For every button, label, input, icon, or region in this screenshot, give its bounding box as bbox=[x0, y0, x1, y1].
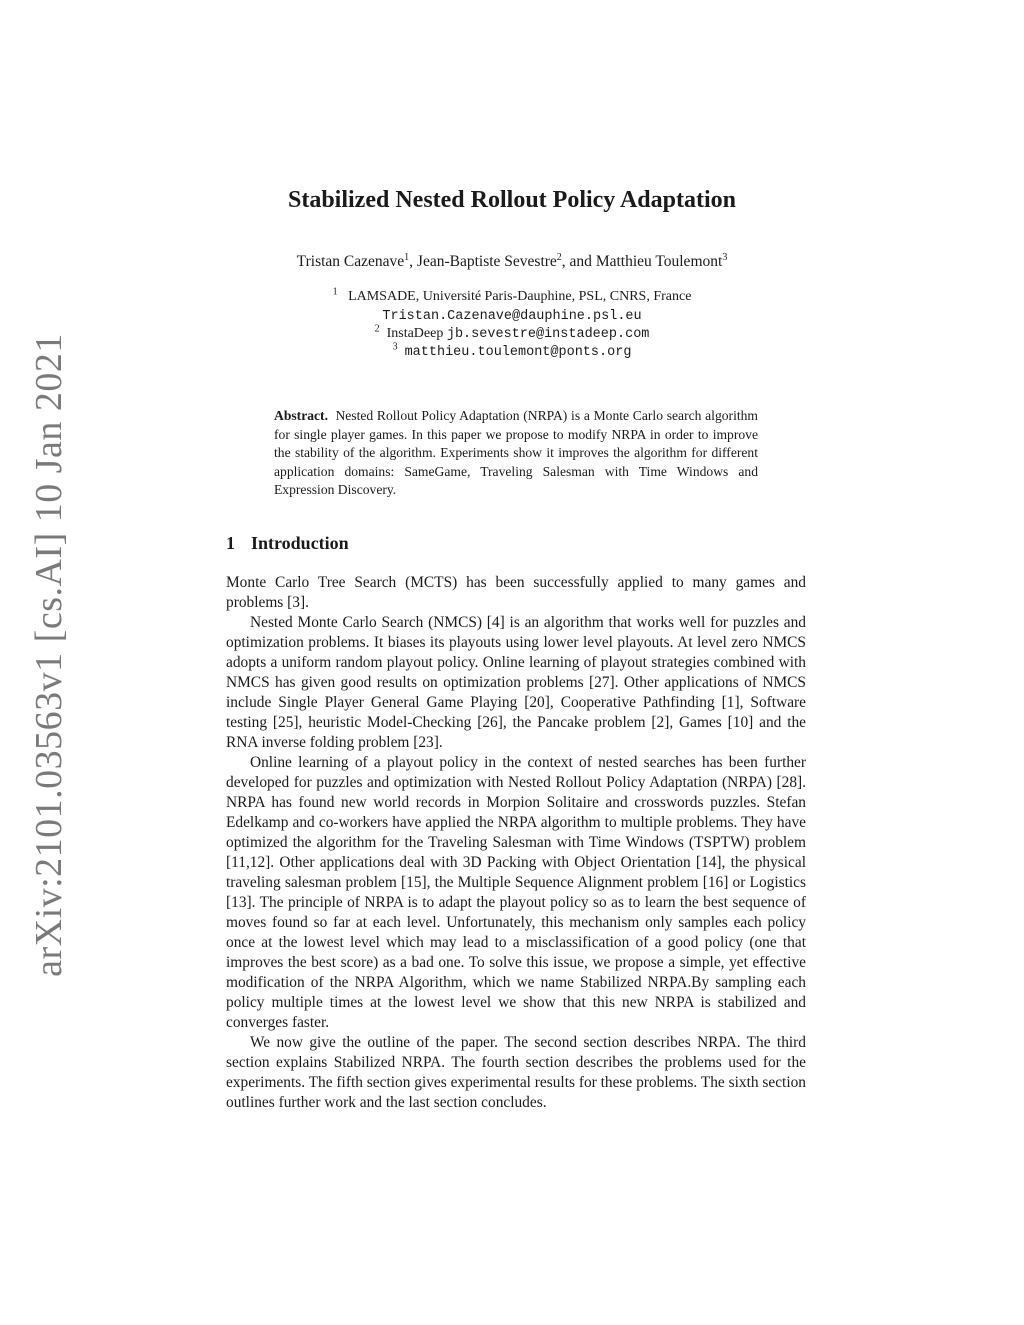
affiliation-org: InstaDeep bbox=[386, 326, 444, 341]
author-affiliation-mark: 2 bbox=[556, 251, 562, 263]
paragraph: Online learning of a playout policy in the context of nested searches has been further developed for puzzles and optimization with Nested Rollout Policy Adaptation (NRPA) [28]. NRPA has found new world records in Morpion Solitaire and crosswords puzzles. Stefan Edelkamp and co-workers have applied the NRPA algorithm to multiple problems. They have optimized the algorithm for the Traveling Salesman with Time Windows (TSPTW) problem [11,12]. Other applications deal with 3D Packing with Object Orientation [14], the physical traveling salesman problem [15], the Multiple Sequence Alignment problem [16] or Logistics [13]. The principle of NRPA is to adapt the playout policy so as to learn the best sequence of moves found so far at each level. Unfortunately, this mechanism only samples each policy once at the lowest level which may lead to a misclassification of a good policy (one that improves the best score) as a bad one. To solve this issue, we propose a simple, yet effective modification of the NRPA Algorithm, which we name Stabilized NRPA.By sampling each policy multiple times at the lowest level we show that this new NRPA is stabilized and converges faster. bbox=[226, 754, 806, 1031]
author-affiliation-mark: 1 bbox=[404, 251, 410, 263]
affiliation-3-email[interactable]: matthieu.toulemont@ponts.org bbox=[404, 345, 632, 360]
section-title: Introduction bbox=[251, 533, 349, 553]
affiliation-mark: 3 bbox=[392, 341, 398, 353]
abstract-block bbox=[274, 407, 758, 500]
arxiv-identifier-stamp: arXiv:2101.03563v1 [cs.AI] 10 Jan 2021 bbox=[28, 333, 70, 977]
introduction-body bbox=[226, 573, 806, 1113]
author-name: Jean-Baptiste Sevestre bbox=[416, 253, 557, 270]
affiliation-1-email[interactable]: Tristan.Cazenave@dauphine.psl.eu bbox=[382, 309, 642, 324]
affiliation-3 bbox=[0, 341, 1024, 360]
affiliation-2-email[interactable]: jb.sevestre@instadeep.com bbox=[446, 327, 650, 342]
abstract-text: Nested Rollout Policy Adaptation (NRPA) is a Monte Carlo search algorithm for single player games. In this paper we propose to modify NRPA in order to improve the stability of the algorithm. Experiments show it improves the algorithm for different application domains: SameGame, Traveling Salesman with Time Windows and Expression Discovery. bbox=[274, 408, 759, 498]
affiliation-mark: 2 bbox=[374, 323, 380, 335]
author-name: Tristan Cazenave bbox=[296, 253, 405, 270]
section-heading-introduction bbox=[226, 533, 349, 554]
author-list bbox=[0, 253, 1024, 271]
paper-title: Stabilized Nested Rollout Policy Adaptation bbox=[287, 187, 737, 213]
paragraph: We now give the outline of the paper. The second section describes NRPA. The third section explains Stabilized NRPA. The fourth section describes the problems used for the experiments. The fifth section gives experimental results for these problems. The sixth section outlines further work and the last section concludes. bbox=[226, 1034, 806, 1111]
affiliation-mark: 1 bbox=[332, 286, 338, 298]
affiliation-text: LAMSADE, Université Paris-Dauphine, PSL, CNRS, France bbox=[348, 289, 692, 304]
abstract-label: Abstract. bbox=[274, 408, 328, 423]
paragraph: Monte Carlo Tree Search (MCTS) has been successfully applied to many games and problems [3]. bbox=[226, 574, 806, 611]
section-number: 1 bbox=[226, 533, 235, 553]
author-name: Matthieu Toulemont bbox=[595, 253, 723, 270]
author-separator: , and bbox=[561, 253, 596, 270]
affiliation-1 bbox=[0, 286, 1024, 305]
author-separator: , bbox=[409, 253, 417, 270]
affiliation-2 bbox=[0, 323, 1024, 342]
author-affiliation-mark: 3 bbox=[722, 251, 728, 263]
affiliation-1-email-line bbox=[0, 308, 1024, 324]
paragraph: Nested Monte Carlo Search (NMCS) [4] is an algorithm that works well for puzzles and optimization problems. It biases its playouts using lower level playouts. At level zero NMCS adopts a uniform random playout policy. Online learning of playout strategies combined with NMCS has given good results on optimization problems [27]. Other applications of NMCS include Single Player General Game Playing [20], Cooperative Pathfinding [1], Software testing [25], heuristic Model-Checking [26], the Pancake problem [2], Games [10] and the RNA inverse folding problem [23]. bbox=[226, 614, 806, 751]
